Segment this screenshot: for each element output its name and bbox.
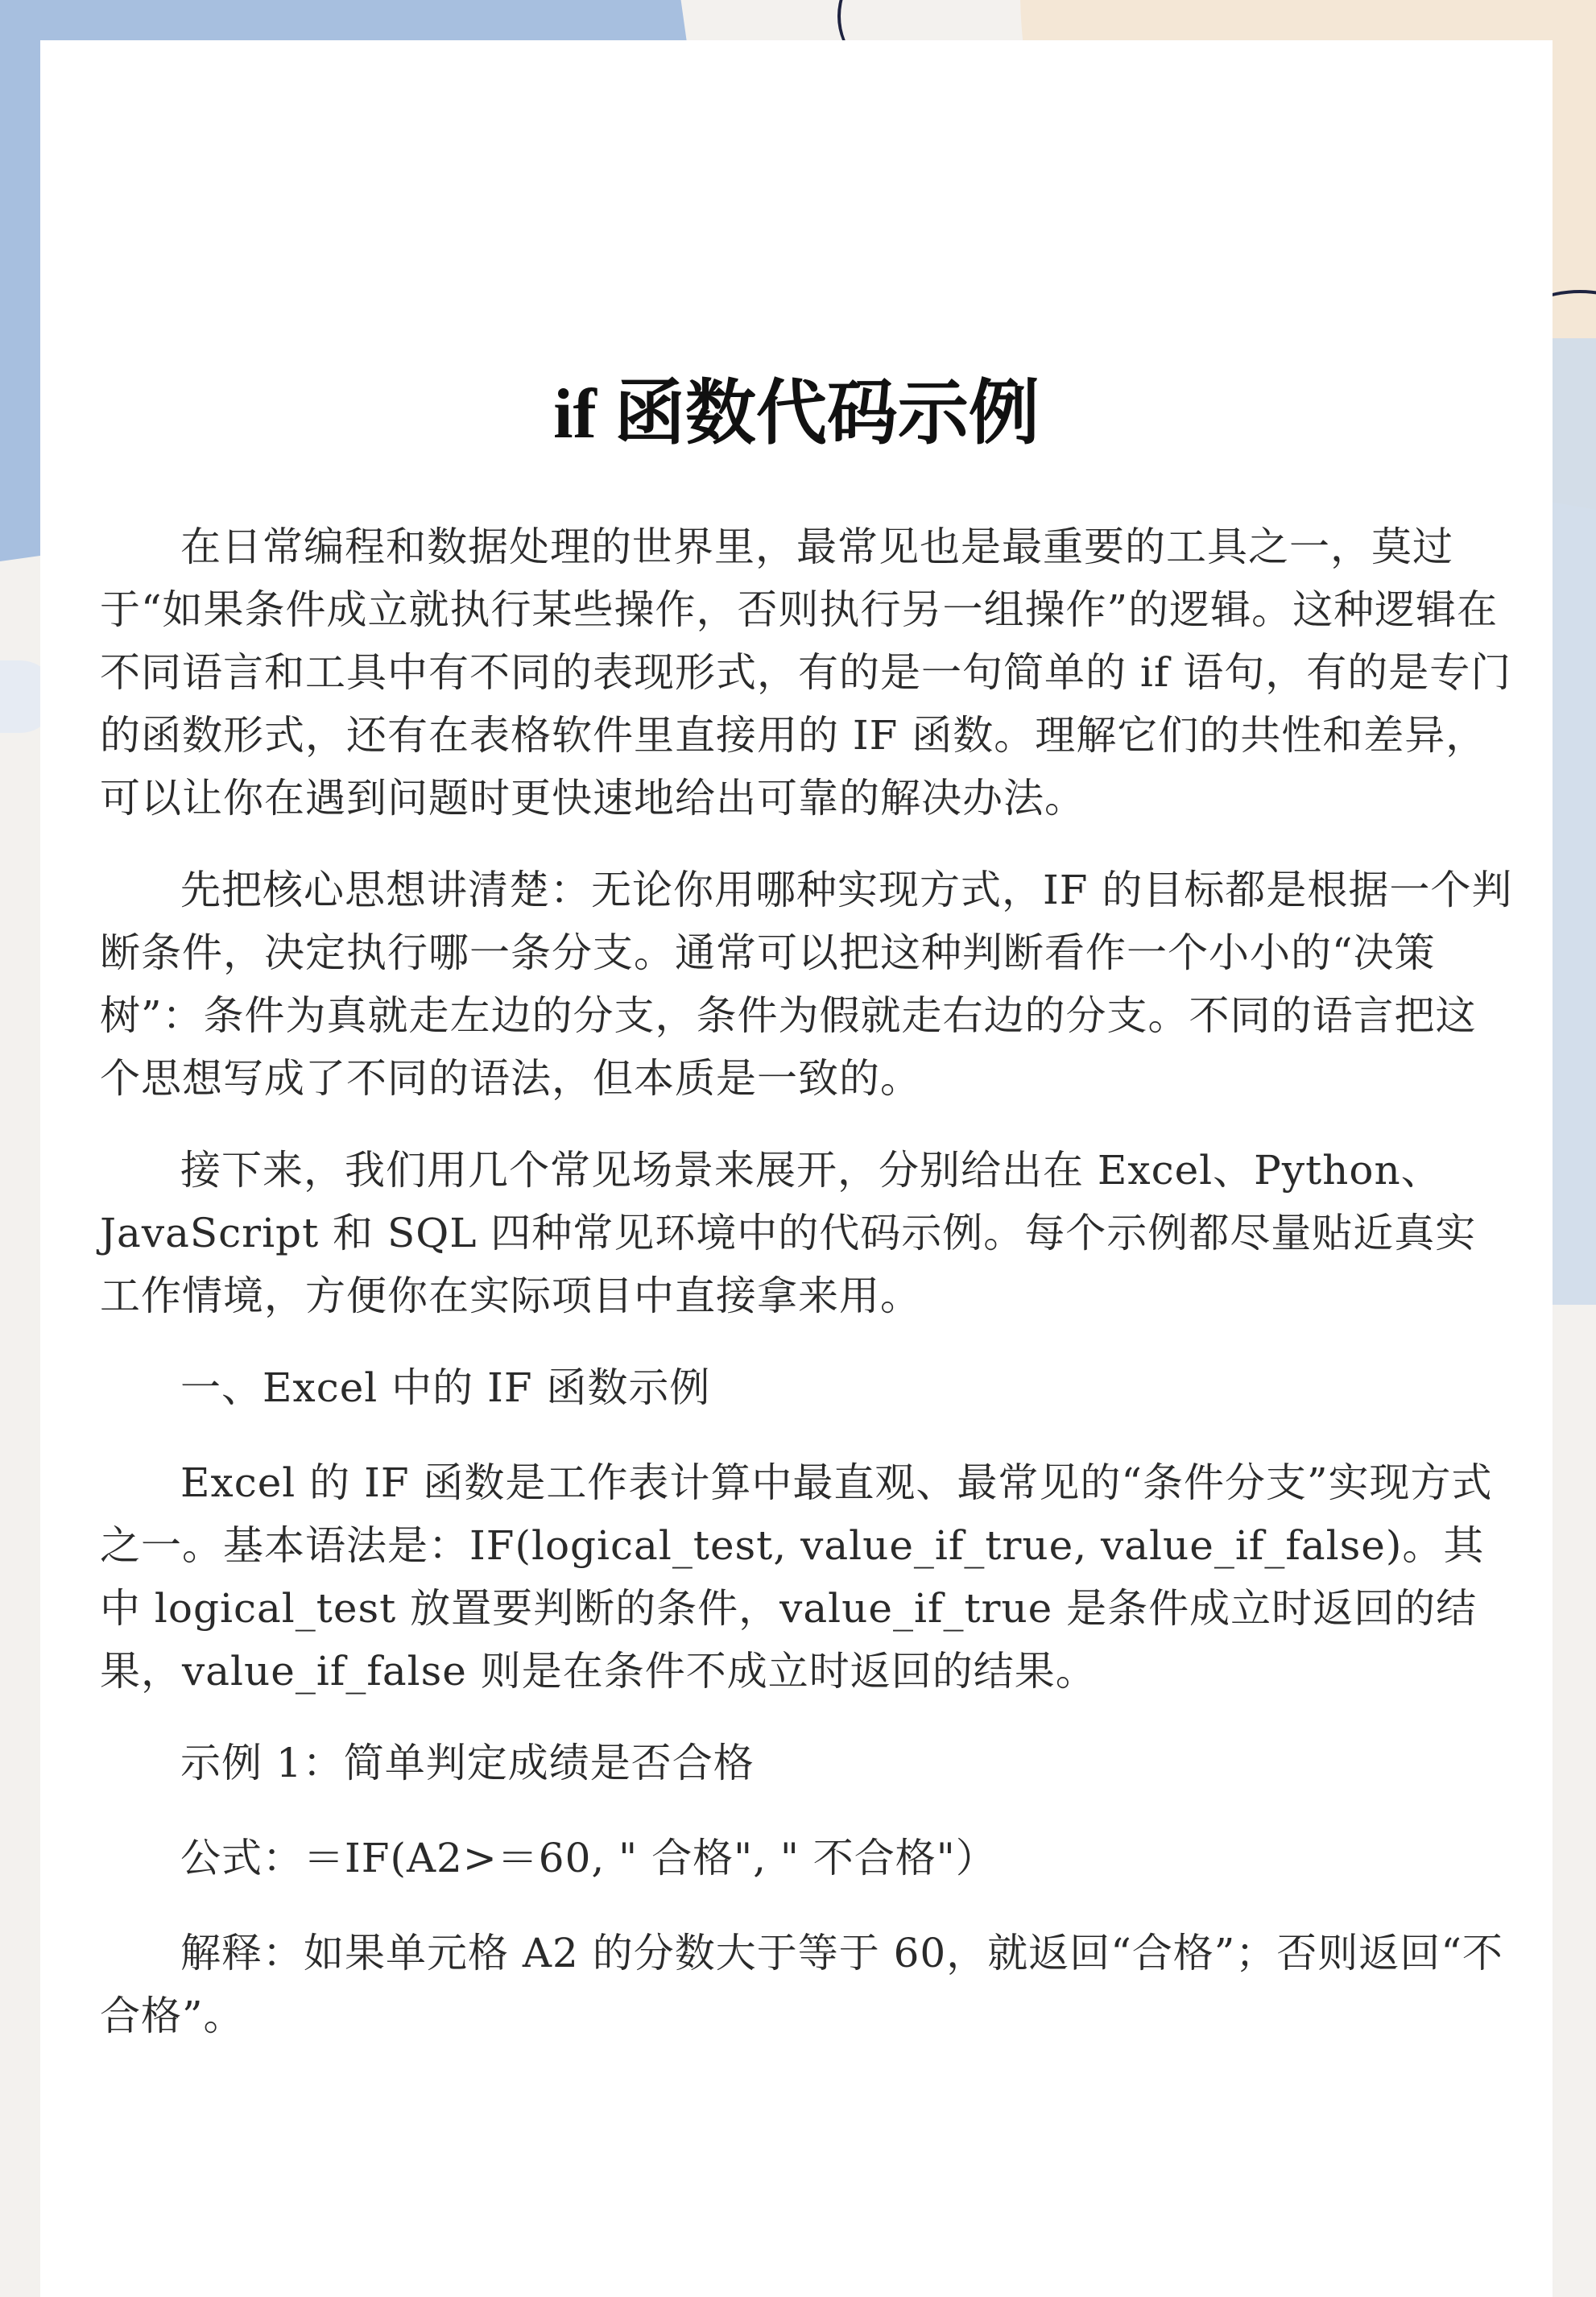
- section-heading-excel: 一、Excel 中的 IF 函数示例: [180, 1364, 711, 1411]
- paragraph-scenarios: 接下来，我们用几个常见场景来展开，分别给出在 Excel、Python、JavaScript 和 SQL 四种常见环境中的代码示例。每个示例都尽量贴近真实工作情境，方便你在实际项目中直接拿来用。: [100, 1147, 1477, 1319]
- example-1-explanation: 解释：如果单元格 A2 的分数大于等于 60，就返回“合格”；否则返回“不合格”。: [100, 1930, 1503, 2039]
- example-1-heading: 示例 1：简单判定成绩是否合格: [180, 1740, 755, 1786]
- paragraph-intro: 在日常编程和数据处理的世界里，最常见也是最重要的工具之一，莫过于“如果条件成立就执行某些操作，否则执行另一组操作”的逻辑。这种逻辑在不同语言和工具中有不同的表现形式，有的是一句简单的 if 语句，有的是专门的函数形式，还有在表格软件里直接用的 IF 函数。理解它们的共性和差异，可以让你在遇到问题时更快速地给出可靠的解决办法。: [100, 524, 1512, 822]
- paragraph-excel-syntax: Excel 的 IF 函数是工作表计算中最直观、最常见的“条件分支”实现方式之一。基本语法是：IF(logical_test, value_if_true, value_if_false)。其中 logical_test 放置要判断的条件，value_if_true 是条件成立时返回的结果，value_if_false 则是在条件不成立时返回的结果。: [100, 1459, 1493, 1695]
- document-title: if 函数代码示例: [553, 375, 1040, 453]
- document-page: [40, 40, 1553, 2297]
- document-body: [100, 515, 1517, 2076]
- paragraph-core-idea: 先把核心思想讲清楚：无论你用哪种实现方式，IF 的目标都是根据一个判断条件，决定执行哪一条分支。通常可以把这种判断看作一个小小的“决策树”：条件为真就走左边的分支，条件为假就走右边的分支。不同的语言把这个思想写成了不同的语法，但本质是一致的。: [100, 867, 1513, 1102]
- example-1-formula: 公式：＝IF(A2>＝60, " 合格", " 不合格"）: [180, 1835, 997, 1881]
